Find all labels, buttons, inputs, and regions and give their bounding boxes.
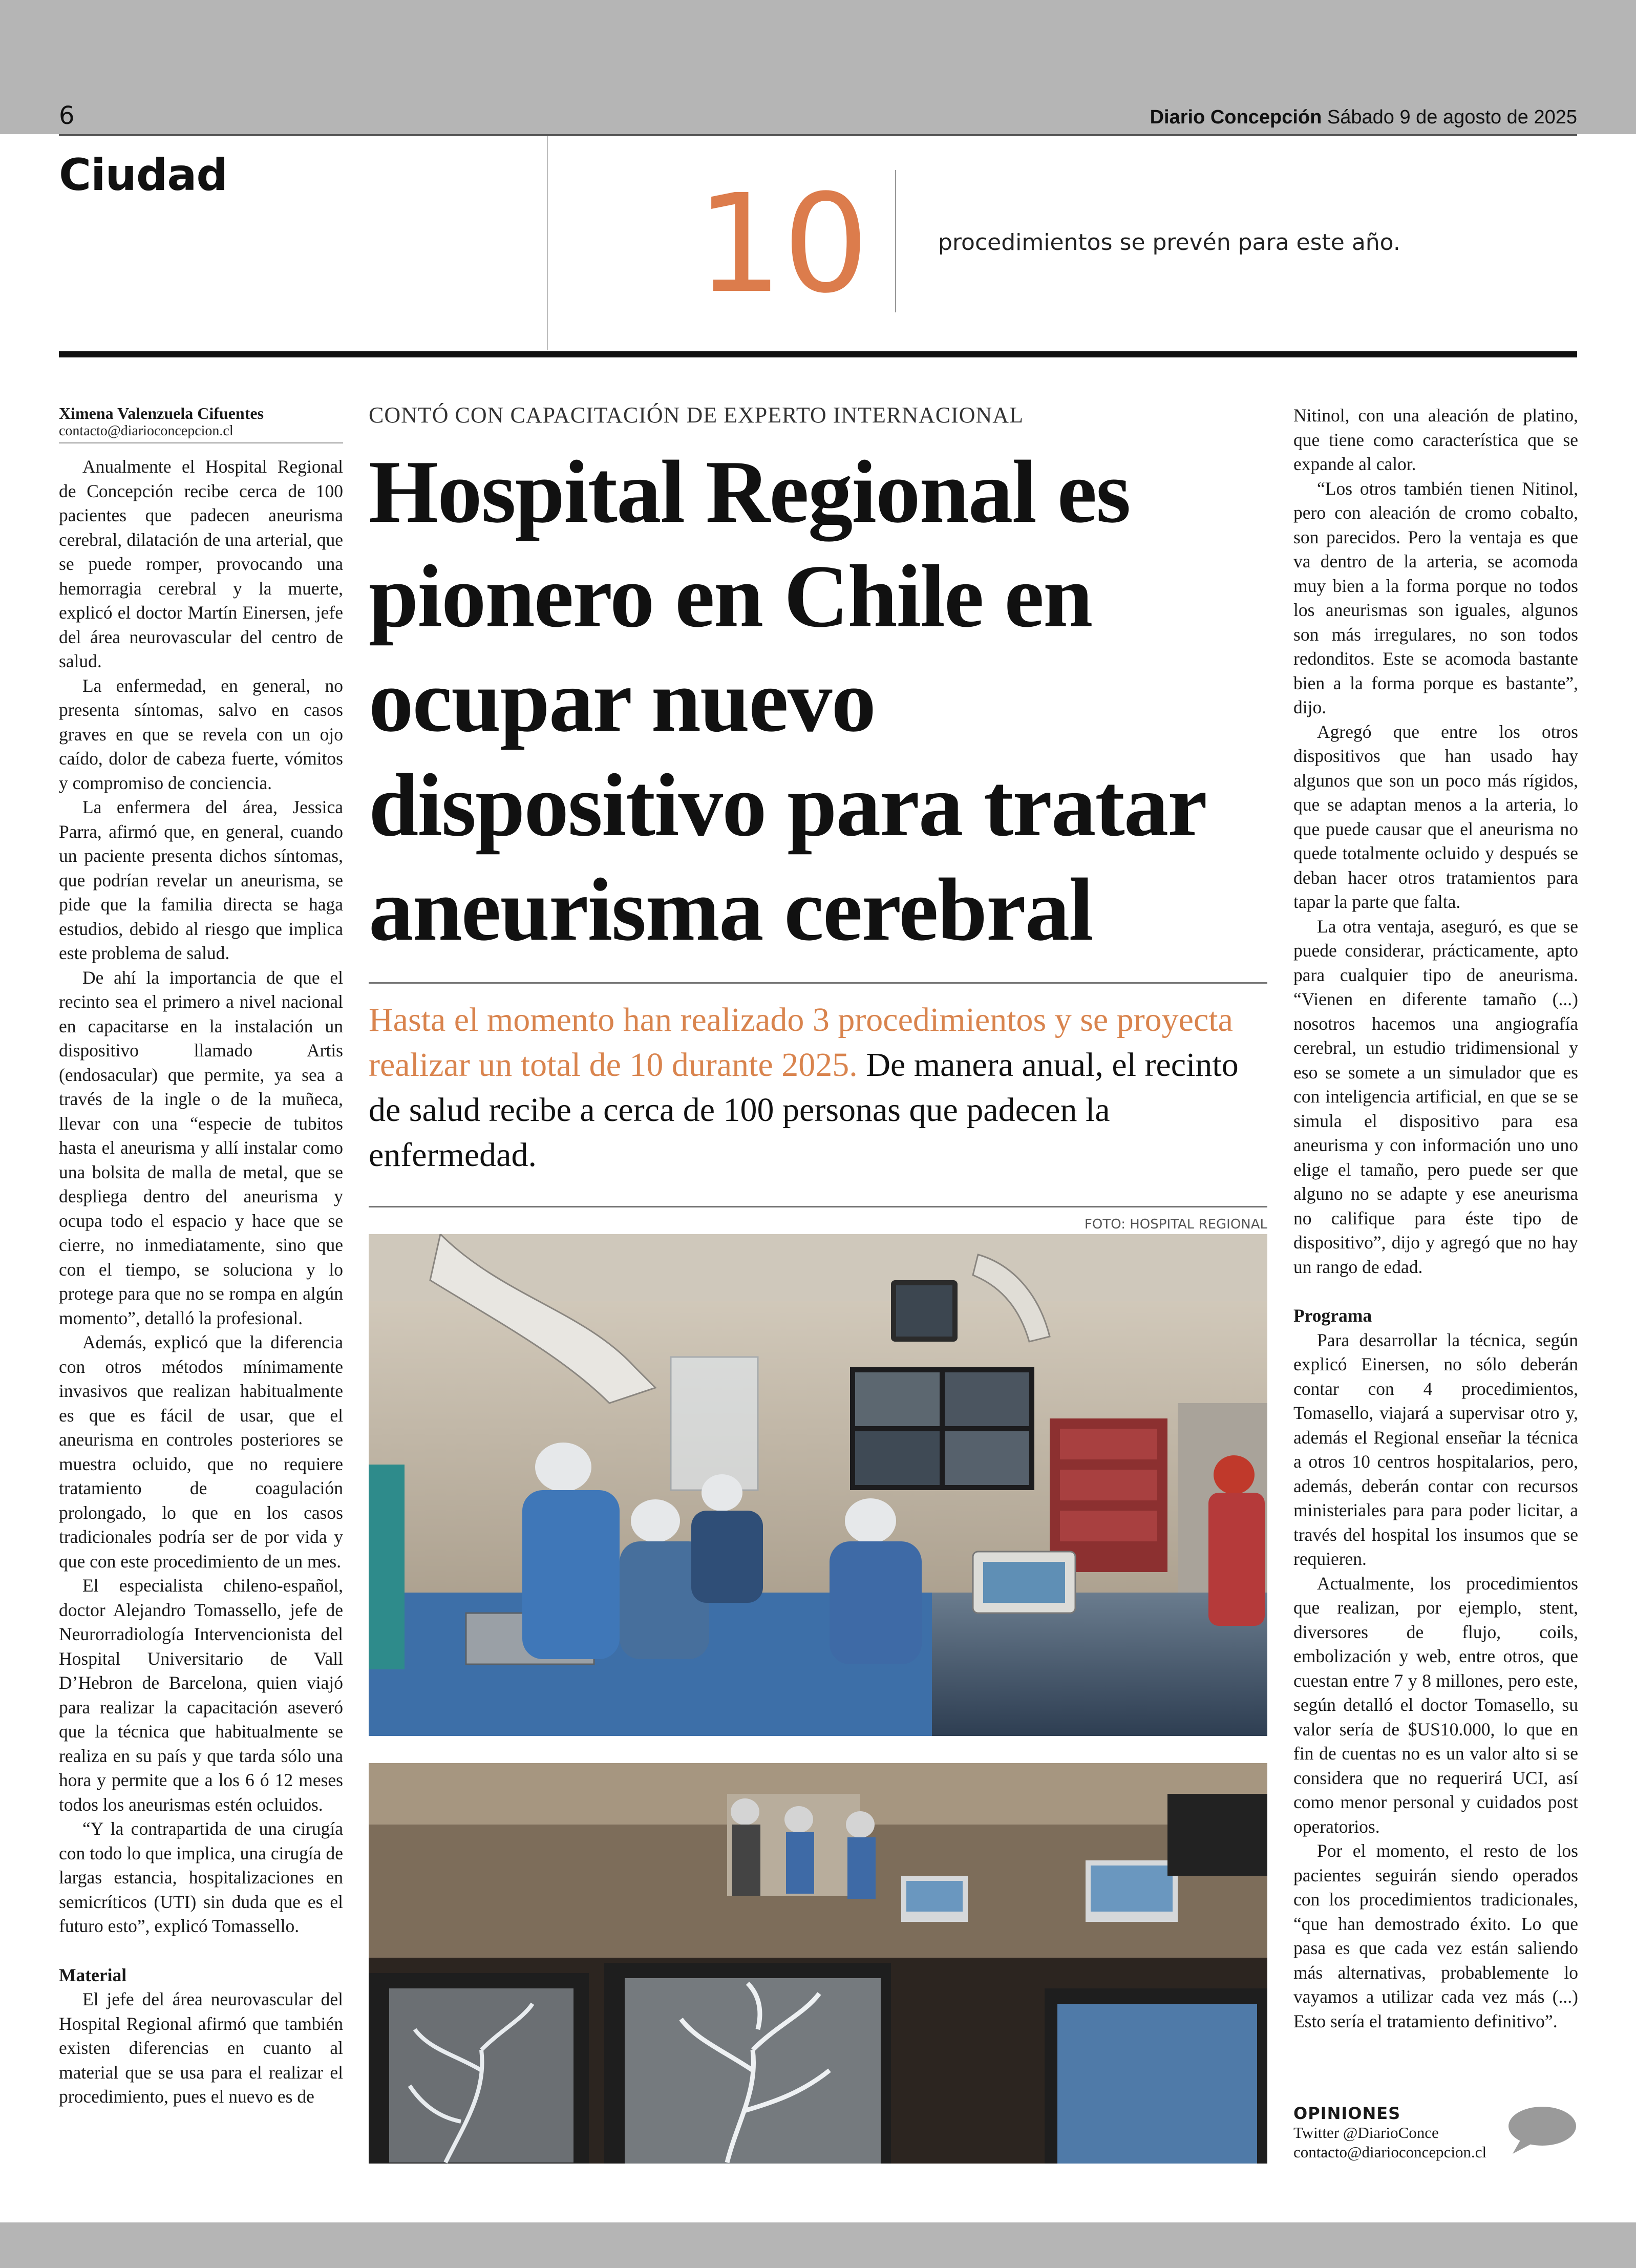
paragraph: “Y la contrapartida de una cirugía con todo lo que implica, una cirugía de largas estancia, hospitalizaciones en semicríticos (UTI) sin duda que es el futuro esto”, explicó Tomassello. xyxy=(59,1818,343,1936)
paragraph: El especialista chileno-español, doctor Alejandro Tomassello, jefe de Neurorradiología Intervencionista del Hospital Universitario de Vall D’Hebron de Barcelona, quien viajó para realizar la capacitación aseveró que la técnica que habitualmente se realiza en su país y que tarda sólo una hora y permite que a los 6 ó 12 meses todos los aneurismas estén ocluidos. xyxy=(59,1575,343,1815)
right-column xyxy=(1293,404,1578,2033)
paragraph: “Los otros también tienen Nitinol, pero con aleación de cromo cobalto, son parecidos. Pero la ventaja es que va dentro de la arteria, se acomoda muy bien a la forma porque no todos los aneurismas son iguales, algunos son más irregulares, no son todos redonditos. Este se acomoda bastante bien a la forma porque es bastante”, dijo. xyxy=(1293,478,1578,717)
header-thick-rule xyxy=(59,351,1577,357)
headline xyxy=(369,439,1270,962)
paragraph: De ahí la importancia de que el recinto sea el primero a nivel nacional en capacitarse en la instalación un dispositivo llamado Artis (endosacular) que permite, ya sea a través de la ingle o de la muñeca, llevar con una “especie de tubitos hasta el aneurisma y allí instalar como una bolsita de malla de metal, que se despliega dentro del aneurisma y ocupa todo el espacio y hace que se cierre, no inmediatamente, sino que con el tiempo, se soluciona y lo protege para que no se rompa en algún momento”, detalló la profesional. xyxy=(59,967,343,1328)
author-name: Ximena Valenzuela Cifuentes xyxy=(59,404,264,422)
top-rule xyxy=(59,134,1577,136)
byline xyxy=(59,404,343,443)
paragraph: Por el momento, el resto de los pacientes seguirán siendo operados con los procedimientos tradicionales, “que han demostrado éxito. Lo que pasa es que cada vez están saliendo más alternativas, probablemente lo vayamos a utilizar cada vez más (...) Esto sería el tratamiento definitivo”. xyxy=(1293,1840,1578,2031)
highlight-divider xyxy=(895,170,896,312)
opinions-email: contacto@diarioconcepcion.cl xyxy=(1293,2143,1487,2161)
masthead xyxy=(1150,107,1577,129)
photo-control-room xyxy=(369,1763,1267,2164)
subhead-programa: Programa xyxy=(1293,1305,1372,1326)
headline-rest: en ocupar nuevo dispositivo para tratar aneurisma cerebral xyxy=(369,546,1205,959)
paragraph: La enfermera del área, Jessica Parra, afirmó que, en general, cuando un paciente presenta dichos síntomas, que podrían revelar un aneurisma, se pide que la familia directa se haga estudios, debido al riesgo que implica este problema de salud. xyxy=(59,797,343,963)
deck-top-rule xyxy=(369,982,1267,984)
paragraph: Agregó que entre los otros dispositivos que han usado hay algunos que son un poco más rígidos, que se adaptan menos a la arteria, lo que puede causar que el aneurisma no quede totalmente ocluido y después se deban hacer otros tratamientos para tapar la parte que falta. xyxy=(1293,721,1578,912)
photo-operating-room xyxy=(369,1234,1267,1736)
page-number: 6 xyxy=(59,101,75,130)
highlight-text: procedimientos se prevén para este año. xyxy=(938,229,1400,256)
paragraph: Nitinol, con una aleación de platino, que tiene como característica que se expande al calor. xyxy=(1293,405,1578,474)
bottom-band xyxy=(0,2222,1636,2268)
opinions-twitter: Twitter @DiarioConce xyxy=(1293,2124,1439,2142)
author-email: contacto@diarioconcepcion.cl xyxy=(59,423,233,439)
opinions-title: OPINIONES xyxy=(1293,2104,1401,2123)
headline-bold: Hospital Regional es pionero en Chile xyxy=(369,442,1130,646)
paragraph: El jefe del área neurovascular del Hospital Regional afirmó que también existen diferencias en cuanto al material que se usa para el realizar el procedimiento, pues el nuevo es de xyxy=(59,1989,343,2107)
paragraph: Para desarrollar la técnica, según explicó Einersen, no sólo deberán contar con 4 procedimientos, Tomasello, viajará a supervisar otro y, además el Regional enseñar la técnica a otros 10 centros hospitalarios, pero, además, deberán contar con recursos ministeriales para para poder licitar, a través del hospital los insumos que se requieren. xyxy=(1293,1329,1578,1569)
deck-highlight: Hasta el momento han realizado 3 procedimientos y se proyecta realizar un total de 10 durante 2025. xyxy=(369,1001,1233,1084)
speech-bubble-icon xyxy=(1505,2105,1577,2158)
paragraph: Anualmente el Hospital Regional de Concepción recibe cerca de 100 pacientes que padecen aneurisma cerebral, dilatación de una arterial, que se puede romper, provocando una hemorragia cerebral y la muerte, explicó el doctor Martín Einersen, jefe del área neurovascular del centro de salud. xyxy=(59,456,343,671)
deck-rest: De manera anual, el recinto de salud recibe a cerca de 100 personas que padecen la enfermedad. xyxy=(369,1046,1239,1174)
highlight-number: 10 xyxy=(696,165,869,323)
brand-name: Diario Concepción xyxy=(1150,107,1322,128)
subhead-material: Material xyxy=(59,1964,127,1985)
photo-credit: FOTO: HOSPITAL REGIONAL xyxy=(1084,1217,1267,1232)
paragraph: La otra ventaja, aseguró, es que se puede considerar, prácticamente, apto para cualquier tipo de aneurisma. “Vienen en diferente tamaño (...) nosotros hacemos una angiografía cerebral, un estudio tridimensional y eso se somete a un simulador que es con inteligencia artificial, en que se se simula el dispositivo para esa aneurisma y con información uno uno elige el tamaño, pero puede ser que alguno no se adapte y ese aneurisma no califique para éste tipo de dispositivo”, dijo y agregó que no hay un rango de edad. xyxy=(1293,916,1578,1277)
kicker: CONTÓ CON CAPACITACIÓN DE EXPERTO INTERNACIONAL xyxy=(369,402,1024,428)
paragraph: La enfermedad, en general, no presenta síntomas, salvo en casos graves en que se revela con un ojo caído, dolor de cabeza fuerte, vómitos y compromiso de conciencia. xyxy=(59,675,343,793)
paragraph: Actualmente, los procedimientos que realizan, por ejemplo, stent, diversores de flujo, coils, embolización y web, entre otros, que cuestan entre 7 y 8 millones, pero este, según detalló el doctor Tomasello, su valor sería de $US10.000, lo que en fin de cuentas no es un valor alto si se considera que no requerirá UCI, así como menor personal y cuidados post operatorios. xyxy=(1293,1573,1578,1837)
left-column xyxy=(59,455,343,2109)
deck-bottom-rule xyxy=(369,1206,1267,1207)
section-title: Ciudad xyxy=(59,150,227,201)
header-divider xyxy=(547,136,548,350)
issue-date: Sábado 9 de agosto de 2025 xyxy=(1327,107,1577,128)
deck xyxy=(369,998,1270,1178)
paragraph: Además, explicó que la diferencia con otros métodos mínimamente invasivos que realizan habitualmente es que es fácil de usar, que el aneurisma en controles posteriores se muestra ocluido, que no requiere tratamiento de coagulación prolongado, lo que en los casos tradicionales podría ser de por vida y que con este procedimiento de un mes. xyxy=(59,1332,343,1572)
